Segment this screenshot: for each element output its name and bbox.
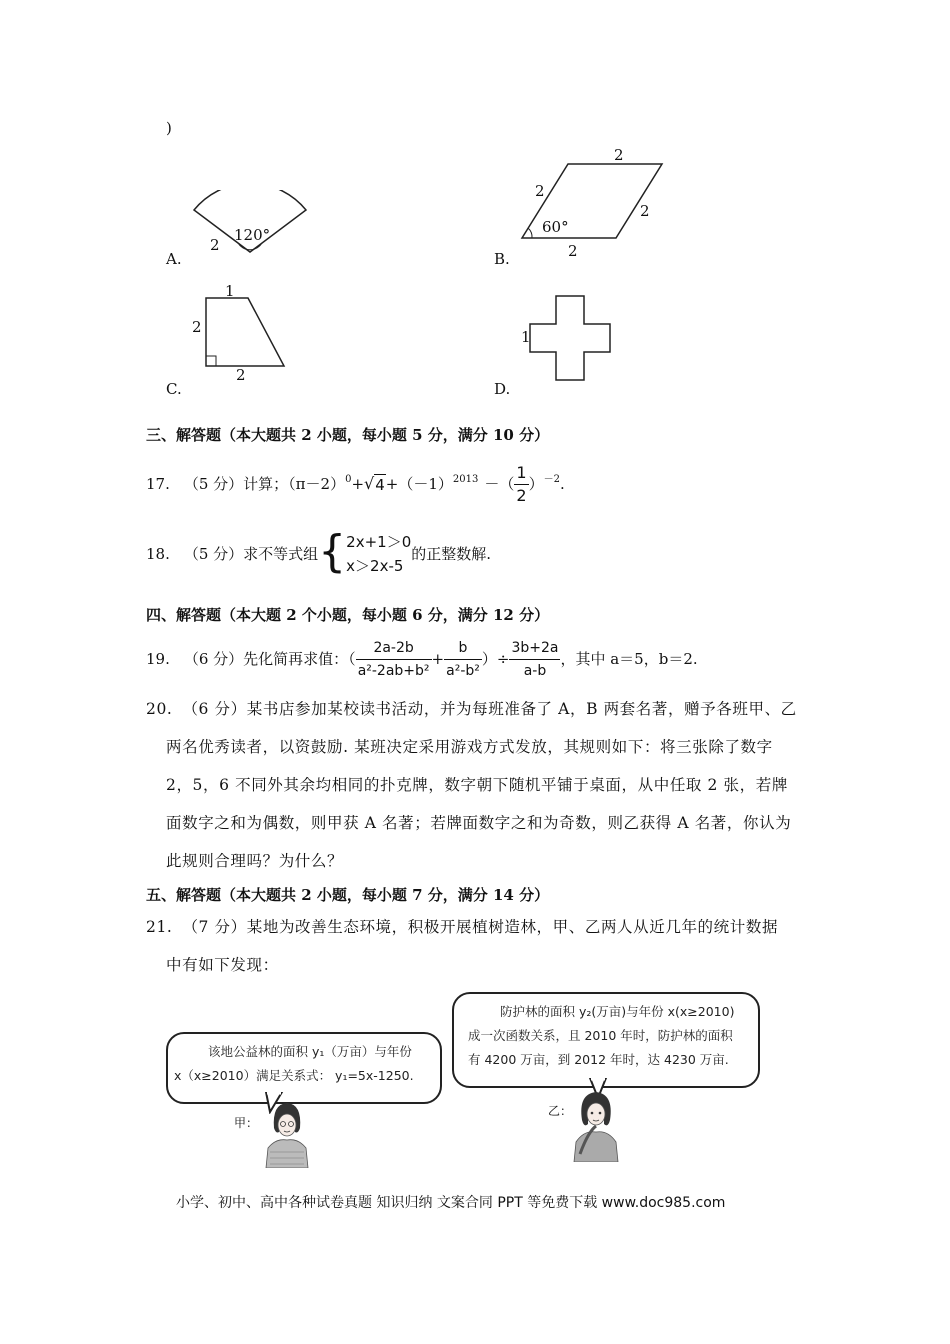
q17-fraction bbox=[514, 463, 528, 506]
bubble-yi-line-3: 有 4200 万亩，到 2012 年时，达 4230 万亩. bbox=[468, 1052, 729, 1067]
q18-ineq2: x＞2x-5 bbox=[346, 557, 404, 575]
continuation-paren: ) bbox=[166, 119, 172, 137]
bubble-jia-line-2: x（x≥2010）满足关系式： y₁=5x-1250. bbox=[174, 1068, 414, 1083]
speech-bubble-yi bbox=[452, 992, 760, 1088]
q19-f2-num: b bbox=[444, 638, 482, 660]
q19-fraction-1 bbox=[356, 638, 432, 681]
q18-text: （5 分）求不等式组 bbox=[183, 545, 319, 563]
option-d-label: D. bbox=[494, 380, 511, 398]
option-b-label: B. bbox=[494, 250, 510, 268]
option-d-figure bbox=[528, 294, 612, 388]
q18-number: 18. bbox=[146, 545, 170, 563]
bubble-jia-line-1: 该地公益林的面积 y₁（万亩）与年份 bbox=[208, 1044, 412, 1059]
q19-text: （6 分）先化简再求值：（ bbox=[183, 650, 356, 668]
q17-exp0: 0 bbox=[345, 474, 352, 485]
option-c-label: C. bbox=[166, 380, 182, 398]
option-a-label: A. bbox=[166, 250, 182, 268]
section-3-heading: 三、解答题（本大题共 2 小题，每小题 5 分，满分 10 分） bbox=[146, 426, 550, 444]
q19-f3-den: a-b bbox=[523, 662, 547, 679]
option-a-side: 2 bbox=[210, 236, 220, 254]
q19-f1-num: 2a-2b bbox=[356, 638, 432, 660]
q17-text: （5 分）计算；（π－2） bbox=[183, 475, 346, 493]
sector-figure bbox=[190, 190, 310, 260]
q19-tail: ，其中 a＝5，b＝2. bbox=[560, 650, 698, 668]
q18-ineq1: 2x+1＞0 bbox=[346, 533, 412, 551]
q21-line-1 bbox=[146, 908, 826, 946]
trapezoid-figure bbox=[200, 290, 290, 372]
q21-line-2: 中有如下发现： bbox=[166, 956, 279, 974]
option-c-bottom: 2 bbox=[236, 366, 246, 384]
q17-end: . bbox=[559, 475, 565, 493]
option-b-right: 2 bbox=[640, 202, 650, 220]
q20-line-5: 此规则合理吗？为什么？ bbox=[166, 852, 344, 870]
q21-number: 21. bbox=[146, 918, 173, 936]
question-19 bbox=[146, 636, 698, 682]
q17-number: 17. bbox=[146, 475, 170, 493]
option-d-side: 1 bbox=[521, 328, 531, 346]
q19-f3-num: 3b+2a bbox=[509, 638, 560, 660]
cross-figure bbox=[528, 294, 612, 384]
question-21 bbox=[146, 908, 826, 984]
option-b-top: 2 bbox=[614, 146, 624, 164]
speaker-yi-label: 乙： bbox=[548, 1104, 573, 1118]
q18-system bbox=[346, 530, 411, 578]
q20-number: 20. bbox=[146, 700, 173, 718]
option-c-figure bbox=[200, 290, 290, 376]
q20-line-1 bbox=[146, 690, 826, 728]
q19-f1-den: a²-2ab+b² bbox=[357, 662, 430, 679]
q20-line-1-text: （6 分）某书店参加某校读书活动，并为每班准备了 A，B 两套名著，赠予各班甲、乙 bbox=[182, 700, 797, 718]
q17-minus: －（ bbox=[484, 475, 515, 493]
girl-jia-illustration-icon bbox=[262, 1098, 312, 1168]
question-18 bbox=[146, 528, 491, 580]
speaker-jia-label: 甲： bbox=[234, 1116, 259, 1130]
q18-tail: 的正整数解. bbox=[411, 545, 492, 563]
q19-f2-den: a²-b² bbox=[446, 662, 480, 679]
option-a-angle: 120° bbox=[234, 226, 271, 244]
q17-exp-neg2: －2 bbox=[543, 474, 560, 485]
question-20 bbox=[146, 690, 826, 880]
q19-number: 19. bbox=[146, 650, 170, 668]
option-b-bottom: 2 bbox=[568, 242, 578, 260]
q17-sqrt-arg: 4 bbox=[375, 475, 385, 494]
q17-close: ） bbox=[528, 475, 544, 493]
option-c-top: 1 bbox=[225, 282, 235, 300]
q21-line-1-text: （7 分）某地为改善生态环境，积极开展植树造林，甲、乙两人从近几年的统计数据 bbox=[182, 918, 779, 936]
q17-exp2013: 2013 bbox=[452, 474, 479, 485]
q20-line-3: 2，5，6 不同外其余均相同的扑克牌，数字朝下随机平铺于桌面，从中任取 2 张，若牌 bbox=[166, 776, 788, 794]
girl-yi-illustration-icon bbox=[566, 1084, 626, 1162]
q19-plus: + bbox=[431, 650, 445, 668]
speech-bubble-jia bbox=[166, 1032, 442, 1104]
bubble-yi-line-2: 成一次函数关系，且 2010 年时，防护林的面积 bbox=[468, 1028, 733, 1043]
q19-div: ）÷ bbox=[481, 650, 510, 668]
section-4-heading: 四、解答题（本大题 2 个小题，每小题 6 分，满分 12 分） bbox=[146, 606, 550, 624]
q19-fraction-3 bbox=[509, 638, 560, 681]
q17-mid: +（－1） bbox=[385, 475, 453, 493]
section-5-heading: 五、解答题（本大题共 2 小题，每小题 7 分，满分 14 分） bbox=[146, 886, 550, 904]
option-b-angle: 60° bbox=[542, 218, 569, 236]
q17-plus: + bbox=[351, 475, 365, 493]
footer-text: 小学、初中、高中各种试卷真题 知识归纳 文案合同 PPT 等免费下载 www.doc985.com bbox=[176, 1195, 726, 1211]
option-c-left: 2 bbox=[192, 318, 202, 336]
q20-line-2: 两名优秀读者，以资鼓励. 某班决定采用游戏方式发放，其规则如下：将三张除了数字 bbox=[166, 738, 773, 756]
q19-fraction-2 bbox=[444, 638, 482, 681]
brace-icon: { bbox=[318, 526, 347, 577]
q17-frac-den: 2 bbox=[516, 485, 527, 505]
option-b-left: 2 bbox=[535, 182, 545, 200]
question-17 bbox=[146, 464, 565, 504]
q20-line-4: 面数字之和为偶数，则甲获 A 名著；若牌面数字之和为奇数，则乙获得 A 名著，你认为 bbox=[166, 814, 792, 832]
bubble-yi-line-1: 防护林的面积 y₂(万亩)与年份 x(x≥2010) bbox=[500, 1004, 735, 1019]
q17-frac-num: 1 bbox=[514, 463, 528, 485]
sqrt-symbol: √ bbox=[364, 474, 375, 493]
